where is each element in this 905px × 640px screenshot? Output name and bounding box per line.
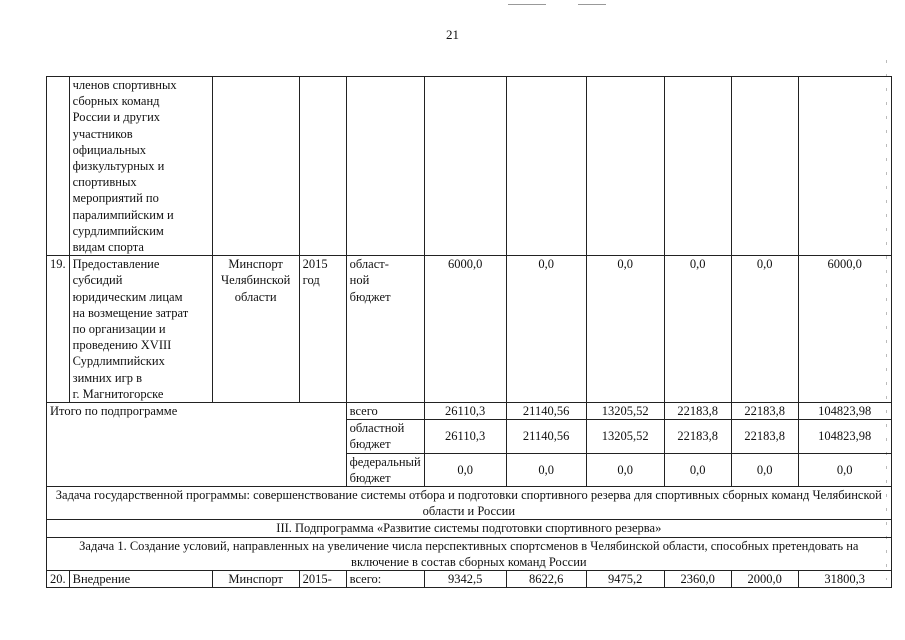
- source-cell: всего:: [346, 571, 424, 588]
- table-row-20: [47, 571, 892, 588]
- state-program-task: Задача государственной программы: совершенствование системы отбора и подготовки спортивного резерва для спортивных сборных команд Челябинской области и России: [47, 487, 892, 520]
- value-cell-2018: 0,0: [664, 453, 731, 486]
- measure-name-cell: Внедрение: [69, 571, 212, 588]
- value-cell-2015: 0,0: [424, 453, 506, 486]
- task-1-text: Задача 1. Создание условий, направленных на увеличение числа перспективных спортсменов в Челябинской области, способных претендовать на включение в состав сборных команд России: [47, 537, 892, 570]
- value-cell: [798, 77, 891, 256]
- page-number: 21: [446, 27, 459, 42]
- source-cell: област- ной бюджет: [346, 256, 424, 403]
- value-cell-2015: 26110,3: [424, 403, 506, 420]
- years-cell: [299, 77, 346, 256]
- subprogram-title: III. Подпрограмма «Развитие системы подготовки спортивного резерва»: [47, 520, 892, 537]
- value-cell-total: 0,0: [798, 453, 891, 486]
- value-cell-2019: 2000,0: [731, 571, 798, 588]
- value-cell-2017: 0,0: [586, 256, 664, 403]
- measure-name-cell: членов спортивных сборных команд России и других участников официальных физкультурных и спортивных мероприятий по паралимпийским и сурдлимпийским видам спорта: [69, 77, 212, 256]
- value-cell-total: 6000,0: [798, 256, 891, 403]
- value-cell-2018: 2360,0: [664, 571, 731, 588]
- value-cell: [586, 77, 664, 256]
- value-cell-total: 104823,98: [798, 420, 891, 453]
- value-cell-2018: 0,0: [664, 256, 731, 403]
- measure-name-cell: Предоставление субсидий юридическим лицам на возмещение затрат по организации и проведению XVIII Сурдлимпийских зимних игр в г. Магнитогорске: [69, 256, 212, 403]
- row-number-cell: 19.: [47, 256, 70, 403]
- row-number-cell: 20.: [47, 571, 70, 588]
- value-cell: [424, 77, 506, 256]
- source-cell: областной бюджет: [346, 420, 424, 453]
- header-rule-left: [508, 4, 546, 5]
- value-cell-2015: 6000,0: [424, 256, 506, 403]
- value-cell-total: 104823,98: [798, 403, 891, 420]
- program-table: [46, 76, 892, 588]
- value-cell-2016: 21140,56: [506, 403, 586, 420]
- years-cell: 2015-: [299, 571, 346, 588]
- value-cell-2017: 0,0: [586, 453, 664, 486]
- executor-cell: Минспорт Челябинской области: [212, 256, 299, 403]
- years-cell: 2015 год: [299, 256, 346, 403]
- executor-cell: [212, 77, 299, 256]
- value-cell: [664, 77, 731, 256]
- value-cell-2019: 0,0: [731, 256, 798, 403]
- value-cell: [731, 77, 798, 256]
- task-state-row: [47, 487, 892, 520]
- header-rule-right: [578, 4, 606, 5]
- table-row-continued: [47, 77, 892, 256]
- value-cell-2019: 22183,8: [731, 420, 798, 453]
- value-cell-2017: 13205,52: [586, 420, 664, 453]
- row-number-cell: [47, 77, 70, 256]
- source-cell: [346, 77, 424, 256]
- value-cell-2015: 26110,3: [424, 420, 506, 453]
- subtotal-row-all: [47, 403, 892, 420]
- value-cell-total: 31800,3: [798, 571, 891, 588]
- value-cell-2016: 21140,56: [506, 420, 586, 453]
- value-cell-2019: 0,0: [731, 453, 798, 486]
- value-cell-2016: 0,0: [506, 453, 586, 486]
- subprogram-title-row: [47, 520, 892, 537]
- value-cell-2015: 9342,5: [424, 571, 506, 588]
- table-row-19: [47, 256, 892, 403]
- value-cell: [506, 77, 586, 256]
- value-cell-2017: 13205,52: [586, 403, 664, 420]
- task-1-row: [47, 537, 892, 570]
- source-cell: всего: [346, 403, 424, 420]
- value-cell-2016: 8622,6: [506, 571, 586, 588]
- value-cell-2018: 22183,8: [664, 420, 731, 453]
- value-cell-2018: 22183,8: [664, 403, 731, 420]
- value-cell-2016: 0,0: [506, 256, 586, 403]
- executor-cell: Минспорт: [212, 571, 299, 588]
- source-cell: федеральный бюджет: [346, 453, 424, 486]
- value-cell-2019: 22183,8: [731, 403, 798, 420]
- value-cell-2017: 9475,2: [586, 571, 664, 588]
- subtotal-label: Итого по подпрограмме: [47, 403, 347, 487]
